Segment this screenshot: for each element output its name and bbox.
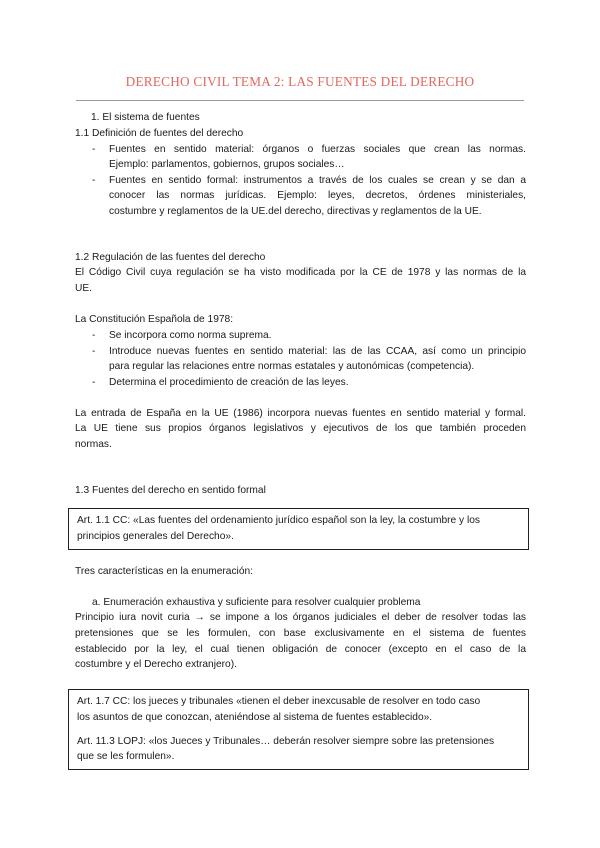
bullet-dash: - xyxy=(92,175,96,186)
paragraph-ue-line1: La entrada de España en la UE (1986) incorpora nuevas fuentes en sentido material y formal. xyxy=(75,408,526,419)
quote-art-11-3-line2: que se les formulen». xyxy=(77,751,175,762)
bullet-formal-line1: Fuentes en sentido formal: instrumentos a través de los cuales se crean y se dan a xyxy=(109,175,526,186)
bullet-formal-line3: costumbre y reglamentos de la UE.del derecho, directivas y reglamentos de la UE. xyxy=(109,206,482,217)
bullet-dash: - xyxy=(92,346,96,357)
quote-art-1-7-line1: Art. 1.7 CC: los jueces y tribunales «tienen el deber inexcusable de resolver en todo caso xyxy=(77,696,481,707)
bullet-material-line2: Ejemplo: parlamentos, gobiernos, grupos sociales… xyxy=(109,159,345,170)
heading-1-3: 1.3 Fuentes del derecho en sentido formal xyxy=(75,485,266,496)
paragraph-codigo-line1: El Código Civil cuya regulación se ha visto modificada por la CE de 1978 y las normas de la xyxy=(75,267,526,278)
heading-1-1: 1.1 Definición de fuentes del derecho xyxy=(75,128,244,139)
document-title: DERECHO CIVIL TEMA 2: LAS FUENTES DEL DERECHO xyxy=(125,74,475,89)
paragraph-iura-line4: costumbre y el Derecho extranjero). xyxy=(75,659,237,670)
quote-art-1-1-line1: Art. 1.1 CC: «Las fuentes del ordenamiento jurídico español son la ley, la costumbre y los xyxy=(77,515,480,526)
paragraph-ue-line2: La UE tiene sus propios órganos legislativos y ejecutivos de los que también proceden xyxy=(75,423,526,434)
paragraph-constitucion: La Constitución Española de 1978: xyxy=(75,314,234,325)
bullet-dash: - xyxy=(92,144,96,155)
bullet-ccaa-line2: para regular las relaciones entre normas estatales y autonómicas (competencia). xyxy=(109,361,475,372)
paragraph-iura-line1: Principio iura novit curia → se impone a los órganos judiciales el deber de resolver todas las xyxy=(75,612,526,623)
quote-art-1-7-line2: los asuntos de que conozcan, ateniéndose al sistema de fuentes establecido». xyxy=(77,712,433,723)
quote-art-11-3-line1: Art. 11.3 LOPJ: «los Jueces y Tribunales… deberán resolver siempre sobre las pretensiones xyxy=(77,736,495,747)
heading-1: 1. El sistema de fuentes xyxy=(91,112,200,123)
title-divider xyxy=(76,100,524,101)
bullet-procedimiento: Determina el procedimiento de creación de las leyes. xyxy=(109,377,349,388)
bullet-material-line1: Fuentes en sentido material: órganos o fuerzas sociales que crean las normas. xyxy=(109,144,526,155)
bullet-dash: - xyxy=(92,377,96,388)
heading-a: a. Enumeración exhaustiva y suficiente para resolver cualquier problema xyxy=(92,597,421,608)
bullet-suprema: Se incorpora como norma suprema. xyxy=(109,330,272,341)
paragraph-caracteristicas: Tres características en la enumeración: xyxy=(75,566,253,577)
bullet-dash: - xyxy=(92,330,96,341)
paragraph-ue-line3: normas. xyxy=(75,439,112,450)
quote-art-1-1-line2: principios generales del Derecho». xyxy=(77,531,234,542)
paragraph-codigo-line2: UE. xyxy=(75,283,92,294)
heading-1-2: 1.2 Regulación de las fuentes del derecho xyxy=(75,252,266,263)
paragraph-iura-line3: establecido por la ley, el cual tienen obligación de conocer (excepto en el caso de la xyxy=(75,644,526,655)
paragraph-iura-line2: pretensiones que se les formulen, con base exclusivamente en el sistema de fuentes xyxy=(75,628,526,639)
bullet-ccaa-line1: Introduce nuevas fuentes en sentido material: las de las CCAA, así como un principio xyxy=(109,346,526,357)
bullet-formal-line2: conocer las normas jurídicas. Ejemplo: leyes, decretos, órdenes ministeriales, xyxy=(109,190,526,201)
